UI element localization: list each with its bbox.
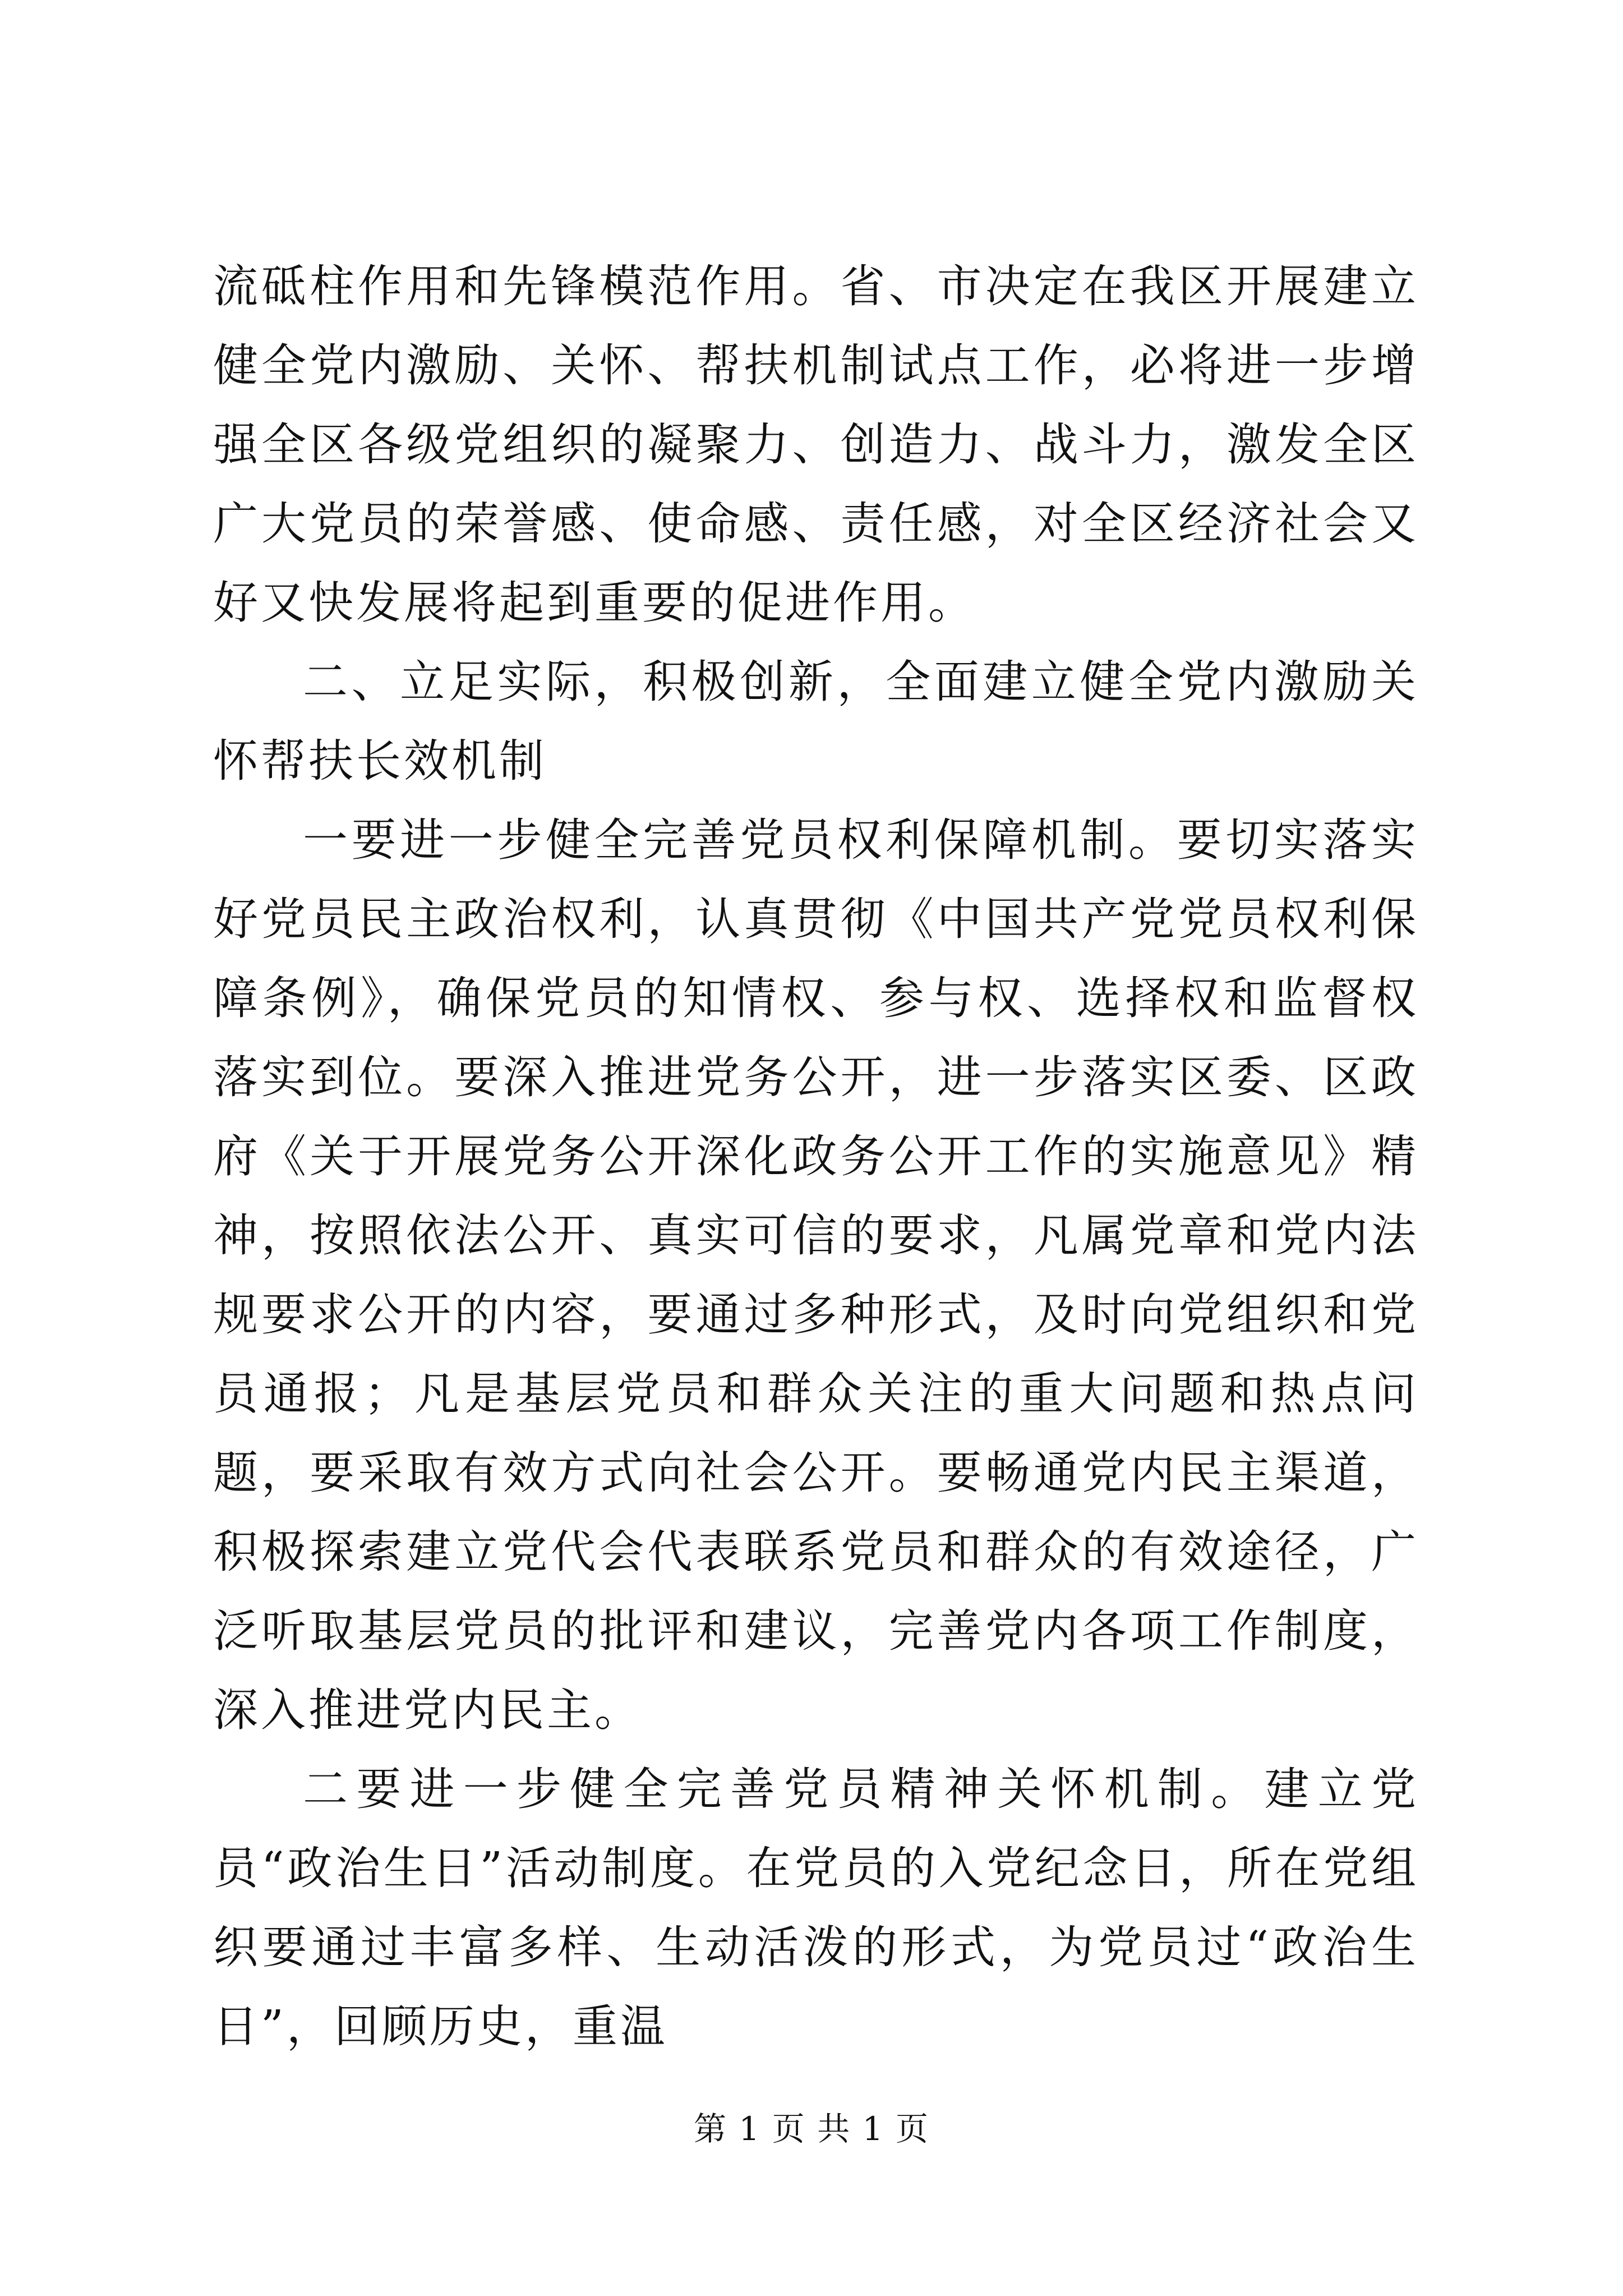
paragraph-rights-protection: 一要进一步健全完善党员权利保障机制。要切实落实好党员民主政治权利，认真贯彻《中国共产党党员权利保障条例》，确保党员的知情权、参与权、选择权和监督权落实到位。要深入推进党务公开，进一步落实区委、区政府《关于开展党务公开深化政务公开工作的实施意见》精神，按照依法公开、真实可信的要求，凡属党章和党内法规要求公开的内容，要通过多种形式，及时向党组织和党员通报；凡是基层党员和群众关注的重大问题和热点问题，要采取有效方式向社会公开。要畅通党内民主渠道，积极探索建立党代会代表联系党员和群众的有效途径，广泛听取基层党员的批评和建议，完善党内各项工作制度，深入推进党内民主。	[213, 814, 1419, 1736]
paragraph-continuation: 流砥柱作用和先锋模范作用。省、市决定在我区开展建立健全党内激励、关怀、帮扶机制试点工作，必将进一步增强全区各级党组织的凝聚力、创造力、战斗力，激发全区广大党员的荣誉感、使命感、责任感，对全区经济社会又好又快发展将起到重要的促进作用。	[213, 260, 1419, 629]
section-heading-2: 二、立足实际，积极创新，全面建立健全党内激励关怀帮扶长效机制	[213, 656, 1419, 787]
document-body	[213, 247, 1419, 2066]
paragraph-spiritual-care: 二要进一步健全完善党员精神关怀机制。建立党员“政治生日”活动制度。在党员的入党纪念日，所在党组织要通过丰富多样、生动活泼的形式，为党员过“政治生日”，回顾历史，重温	[213, 1763, 1419, 2053]
page-footer: 第 1 页 共 1 页	[694, 2110, 929, 2148]
